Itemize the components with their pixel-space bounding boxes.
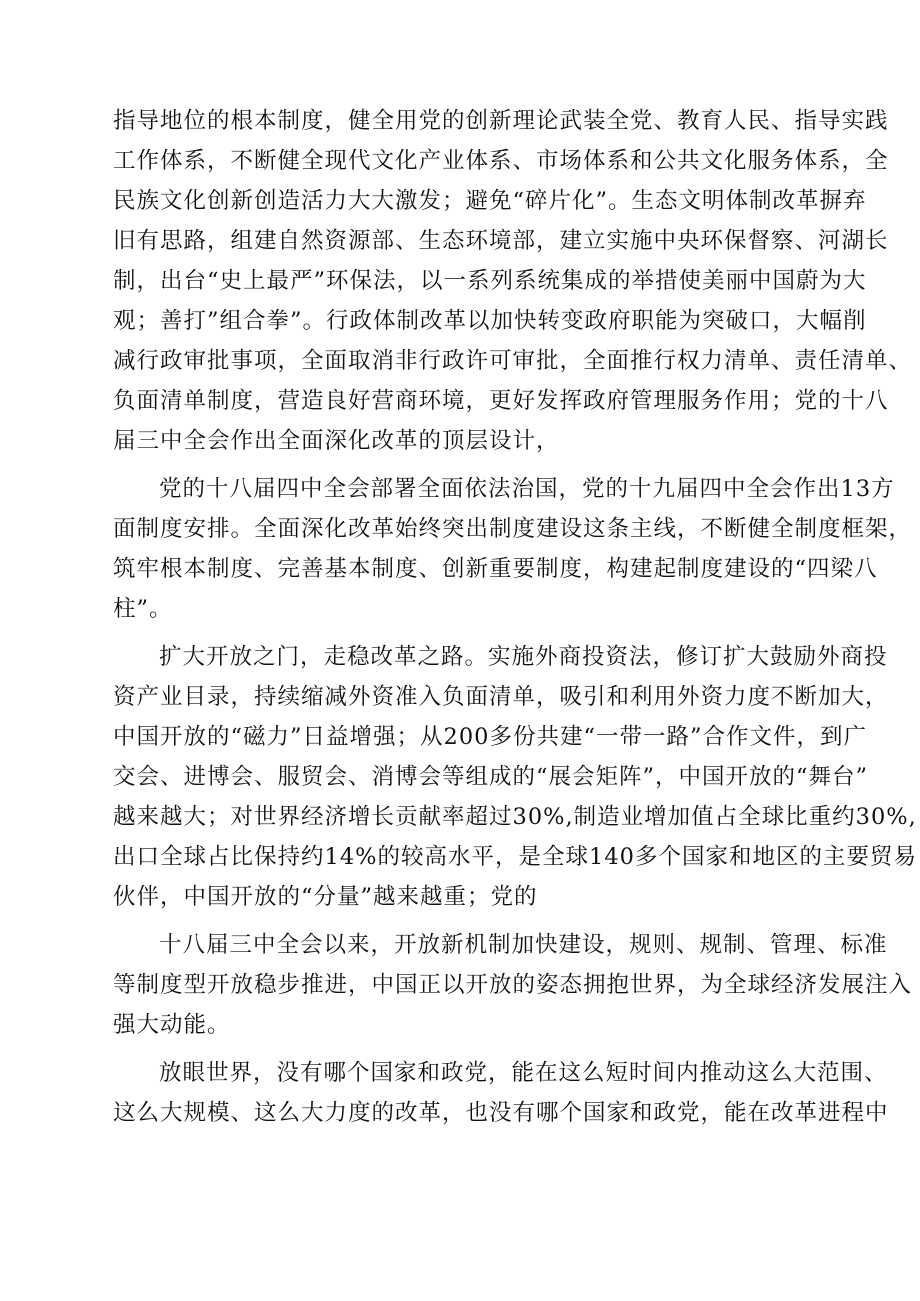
paragraph-3 xyxy=(113,637,917,917)
text-line: 工作体系，不断健全现代文化产业体系、市场体系和公共文化服务体系，全 xyxy=(113,148,889,174)
text-line: 这么大规模、这么大力度的改革，也没有哪个国家和政党，能在改革进程中 xyxy=(113,1100,889,1126)
text-line: 伙伴，中国开放的“分量”越来越重；党的 xyxy=(113,884,538,910)
text-line: 制，出台“史上最严”环保法，以一系列系统集成的举措使美丽中国蔚为大 xyxy=(113,268,867,294)
text-line: 届三中全会作出全面深化改革的顶层设计， xyxy=(113,428,560,454)
text-line: 减行政审批事项，全面取消非行政许可审批，全面推行权力清单、责任清单、 xyxy=(113,348,913,374)
text-line: 放眼世界，没有哪个国家和政党，能在这么短时间内推动这么大范围、 xyxy=(159,1060,888,1086)
paragraph-2 xyxy=(113,469,913,629)
text-line: 观；善打”组合拳”。行政体制改革以加快转变政府职能为突破口，大幅削 xyxy=(113,308,867,334)
text-line: 十八届三中全会以来，开放新机制加快建设，规则、规制、管理、标准 xyxy=(159,932,888,958)
text-line: 强大动能。 xyxy=(113,1012,231,1038)
text-line: 筑牢根本制度、完善基本制度、创新重要制度，构建起制度建设的“四梁八 xyxy=(113,556,878,582)
text-line: 旧有思路，组建自然资源部、生态环境部，建立实施中央环保督察、河湖长 xyxy=(113,228,889,254)
text-line: 交会、进博会、服贸会、消博会等组成的“展会矩阵”，中国开放的“舞台” xyxy=(113,764,869,790)
paragraph-4 xyxy=(113,925,913,1045)
text-line: 面制度安排。全面深化改革始终突出制度建设这条主线，不断健全制度框架， xyxy=(113,516,913,542)
text-line: 资产业目录，持续缩减外资准入负面清单，吸引和利用外资力度不断加大， xyxy=(113,684,889,710)
text-line: 等制度型开放稳步推进，中国正以开放的姿态拥抱世界，为全球经济发展注入 xyxy=(113,972,913,998)
text-line: 越来越大；对世界经济增长贡献率超过30%,制造业增加值占全球比重约30%, xyxy=(113,804,917,830)
text-line: 扩大开放之门，走稳改革之路。实施外商投资法，修订扩大鼓励外商投 xyxy=(159,644,888,670)
text-line: 中国开放的“磁力”日益增强；从200多份共建“一带一路”合作文件，到广 xyxy=(113,724,867,750)
paragraph-5 xyxy=(113,1053,889,1133)
text-line: 指导地位的根本制度，健全用党的创新理论武装全党、教育人民、指导实践 xyxy=(113,108,889,134)
paragraph-1 xyxy=(113,101,913,461)
text-line: 党的十八届四中全会部署全面依法治国，党的十九届四中全会作出13方 xyxy=(159,476,895,502)
text-line: 出口全球占比保持约14%的较高水平，是全球140多个国家和地区的主要贸易 xyxy=(113,844,917,870)
text-line: 柱”。 xyxy=(113,596,173,622)
body-text xyxy=(113,101,917,1133)
text-line: 民族文化创新创造活力大大激发；避免“碎片化”。生态文明体制改革摒弃 xyxy=(113,188,867,214)
text-line: 负面清单制度，营造良好营商环境，更好发挥政府管理服务作用；党的十八 xyxy=(113,388,889,414)
